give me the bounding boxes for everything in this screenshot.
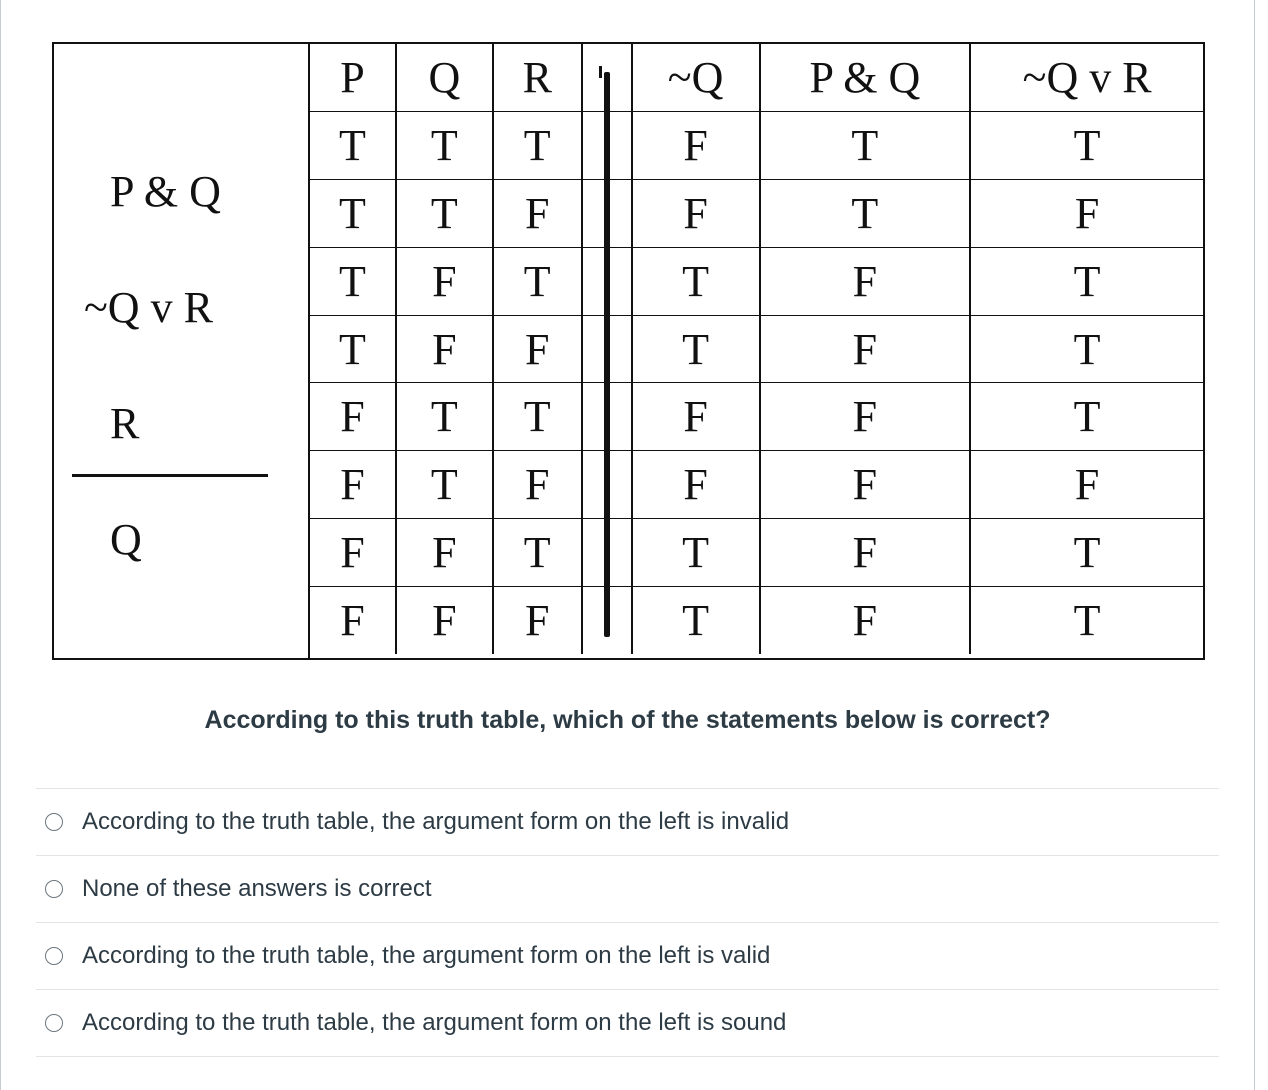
truth-table-cell: F: [310, 519, 396, 587]
truth-table-row: [310, 315, 1203, 383]
premise-2: ~Q v R: [84, 283, 213, 332]
truth-table-row: [310, 586, 1203, 654]
truth-table-cell: T: [970, 586, 1203, 654]
truth-table-cell: F: [760, 451, 971, 519]
truth-table-cell: T: [632, 519, 760, 587]
truth-table-cell: T: [310, 180, 396, 248]
truth-table-cell: T: [970, 315, 1203, 383]
truth-table-cell: F: [310, 451, 396, 519]
truth-table-header-cell: R: [493, 44, 582, 112]
argument-form: [54, 44, 310, 658]
truth-table-cell: F: [760, 383, 971, 451]
truth-table-cell: F: [310, 586, 396, 654]
truth-table-header-cell: P: [340, 53, 365, 103]
question-text: According to this truth table, which of the statements below is correct?: [204, 706, 1051, 734]
truth-table-cell: T: [493, 247, 582, 315]
truth-table-cell: T: [310, 315, 396, 383]
truth-table-cell: F: [970, 180, 1203, 248]
truth-table-figure: [52, 42, 1205, 660]
truth-table-cell: T: [970, 112, 1203, 180]
truth-table-cell: F: [632, 383, 760, 451]
truth-table-cell: F: [760, 586, 971, 654]
truth-table-cell: T: [970, 519, 1203, 587]
truth-table-cell: F: [632, 451, 760, 519]
truth-table-cell: T: [970, 247, 1203, 315]
truth-table-header-cell: Q: [396, 44, 493, 112]
truth-table-cell: T: [310, 112, 396, 180]
truth-table-cell: F: [396, 519, 493, 587]
truth-table-cell: T: [396, 451, 493, 519]
answer-label: According to the truth table, the argument form on the left is invalid: [82, 808, 790, 835]
truth-table-cell: F: [310, 383, 396, 451]
answer-option-4[interactable]: [36, 990, 1219, 1057]
truth-table: [310, 44, 1203, 654]
truth-table-cell: F: [760, 315, 971, 383]
answer-option-2[interactable]: [36, 856, 1219, 923]
truth-table-cell: T: [632, 586, 760, 654]
answer-label: None of these answers is correct: [82, 875, 432, 902]
truth-table-cell: T: [396, 180, 493, 248]
answer-label: According to the truth table, the argument form on the left is sound: [82, 1009, 787, 1036]
radio-button[interactable]: [45, 1014, 63, 1032]
truth-table-cell: T: [760, 112, 971, 180]
truth-table-cell: F: [493, 451, 582, 519]
truth-table-cell: T: [310, 247, 396, 315]
column-separator-bar: [604, 72, 610, 637]
truth-table-cell: T: [760, 180, 971, 248]
truth-table-cell: F: [493, 315, 582, 383]
conclusion: Q: [110, 515, 142, 564]
truth-table-cell: F: [970, 451, 1203, 519]
truth-table-cell: F: [396, 247, 493, 315]
radio-button[interactable]: [45, 947, 63, 965]
truth-table-cell: T: [632, 315, 760, 383]
truth-table-header-cell: ~Q: [632, 44, 760, 112]
truth-table-cell: T: [396, 383, 493, 451]
truth-table-cell: F: [493, 586, 582, 654]
truth-table-cell: F: [493, 180, 582, 248]
truth-table-cell: T: [493, 519, 582, 587]
truth-table-cell: F: [760, 519, 971, 587]
answer-option-1[interactable]: [36, 789, 1219, 856]
truth-table-cell: F: [760, 247, 971, 315]
truth-table-cell: F: [396, 315, 493, 383]
truth-table-cell: T: [493, 383, 582, 451]
premise-1: P & Q: [110, 167, 221, 216]
truth-table-row: [310, 112, 1203, 180]
truth-table-cell: F: [632, 112, 760, 180]
truth-table-cell: F: [396, 586, 493, 654]
truth-table-cell: T: [970, 383, 1203, 451]
answer-label: According to the truth table, the argument form on the left is valid: [82, 942, 771, 969]
radio-button[interactable]: [45, 813, 63, 831]
truth-table-cell: T: [493, 112, 582, 180]
truth-table-row: [310, 247, 1203, 315]
truth-table-row: [310, 451, 1203, 519]
truth-table-row: [310, 383, 1203, 451]
truth-table-header-cell: ~Q v R: [970, 44, 1203, 112]
truth-table-cell: T: [396, 112, 493, 180]
truth-table-row: [310, 180, 1203, 248]
truth-table-cell: F: [632, 180, 760, 248]
separator-tick: [599, 66, 602, 78]
premise-3: R: [110, 399, 140, 448]
truth-table-cell: T: [632, 247, 760, 315]
truth-table-header-cell: P & Q: [760, 44, 971, 112]
radio-button[interactable]: [45, 880, 63, 898]
conclusion-divider: [72, 474, 268, 477]
truth-table-header-row: [310, 44, 1203, 112]
answer-option-3[interactable]: [36, 923, 1219, 990]
answer-list: [36, 788, 1219, 1057]
truth-table-row: [310, 519, 1203, 587]
